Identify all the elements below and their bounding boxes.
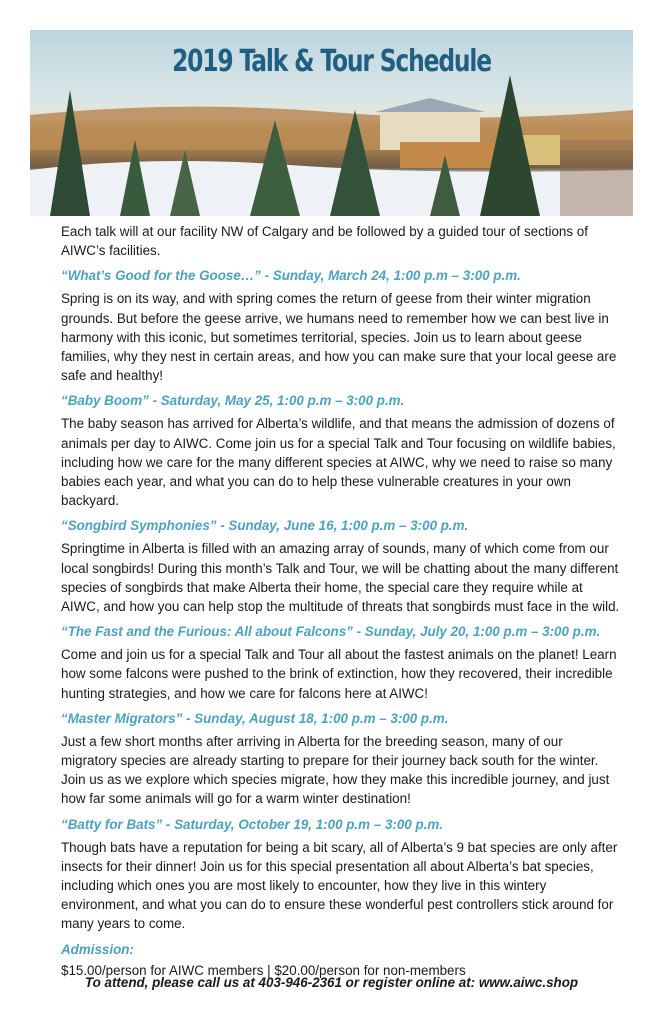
intro-text: Each talk will at our facility NW of Calgary and be followed by a guided tour of sections of AIWC’s facilities. [61, 224, 588, 259]
event-heading: “The Fast and the Furious: All about Falcons” - Sunday, July 20, 1:00 p.m – 3:00 p.m. [61, 624, 601, 640]
header-banner-photo [30, 30, 633, 216]
event-description: Though bats have a reputation for being a bit scary, all of Alberta’s 9 bat species are only after insects for their dinner! Join us for this special presentation all about Alberta’s bat species, including which ones you are most likely to encounter, how they live in this wintery environment, and what you can do to ensure these wonderful pest controllers stick around for many years to come. [61, 839, 618, 932]
event-heading: “Songbird Symphonies” - Sunday, June 16, 1:00 p.m – 3:00 p.m. [61, 518, 469, 534]
event-description: The baby season has arrived for Alberta’s wildlife, and that means the admission of dozens of animals per day to AIWC. Come join us for a special Talk and Tour focusing on wildlife babies, including how we care for the many different species at AIWC, why we need to raise so many babies each year, and what you can do to help these vulnerable creatures in your own backyard. [61, 416, 616, 509]
page-title: 2019 Talk & Tour Schedule [172, 44, 491, 79]
event-heading: “Master Migrators” - Sunday, August 18, 1:00 p.m – 3:00 p.m. [61, 710, 449, 726]
event-heading: “What’s Good for the Goose…” - Sunday, March 24, 1:00 p.m – 3:00 p.m. [61, 268, 521, 284]
admission-prices: $15.00/person for AIWC members | $20.00/person for non-members [61, 962, 466, 978]
event-heading: “Batty for Bats” - Saturday, October 19, 1:00 p.m – 3:00 p.m. [61, 816, 443, 832]
contact-footer: To attend, please call us at 403-946-2361 or register online at: www.aiwc.shop [84, 975, 579, 990]
event-migrators [61, 709, 621, 809]
event-baby-boom [61, 391, 621, 510]
event-heading: “Baby Boom” - Saturday, May 25, 1:00 p.m – 3:00 p.m. [61, 393, 405, 409]
event-description: Come and join us for a special Talk and Tour all about the fastest animals on the planet! Learn how some falcons were pushed to the brink of extinction, how they recovered, their incredible hunting strategies, and how we care for falcons here at AIWC! [61, 647, 617, 701]
event-description: Springtime in Alberta is filled with an amazing array of sounds, many of which come from our local songbirds! During this month’s Talk and Tour, we will be chatting about the many different species of songbirds that make Alberta their home, the special care they require while at AIWC, and how you can help stop the multitude of threats that songbirds must face in the wild. [61, 541, 620, 615]
schedule-content [61, 222, 621, 980]
admission-label: Admission: [61, 941, 134, 957]
event-bats [61, 815, 621, 934]
event-songbird [61, 516, 621, 616]
event-description: Just a few short months after arriving in Alberta for the breeding season, many of our migratory species are already starting to prepare for their journey back south for the winter. Join us as we explore which species migrate, how they make this incredible journey, and just how far some animals will go for a warm winter destination! [61, 733, 610, 807]
event-falcons [61, 622, 621, 703]
event-goose [61, 266, 621, 385]
event-description: Spring is on its way, and with spring comes the return of geese from their winter migration grounds. But before the geese arrive, we humans need to remember how we can best live in harmony with this iconic, but sometimes territorial, species. Join us to learn about geese families, why they nest in certain areas, and how you can make sure that your local geese are safe and healthy! [61, 291, 617, 384]
